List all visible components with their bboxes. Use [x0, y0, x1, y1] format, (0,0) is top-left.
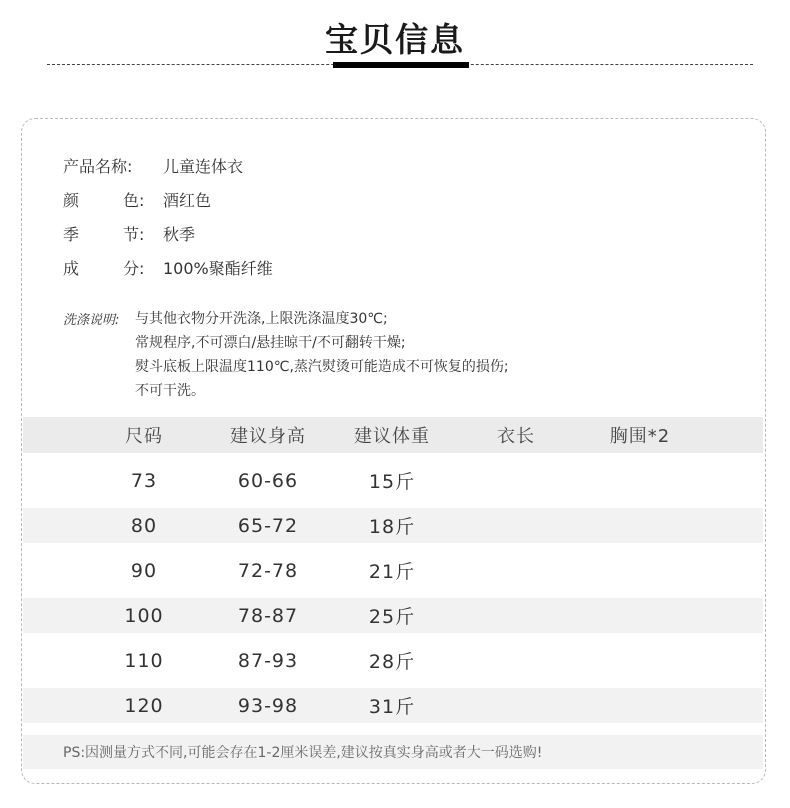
table-cell: 18斤 [368, 516, 416, 538]
table-row [23, 508, 763, 543]
ps-note: PS:因测量方式不同,可能会存在1-2厘米误差,建议按真实身高或者大一码选购! [23, 735, 763, 769]
table-cell: 90 [130, 559, 158, 582]
detail-value: 100%聚酯纤维 [163, 258, 273, 278]
detail-label-suffix: 节: [123, 224, 145, 244]
table-cell: 31斤 [368, 696, 416, 718]
detail-value: 儿童连体衣 [163, 156, 244, 176]
detail-label-suffix: 色: [123, 190, 145, 210]
table-cell: 21斤 [368, 561, 416, 583]
table-cell: 110 [124, 649, 164, 672]
detail-row-color [63, 182, 273, 216]
table-row [23, 688, 763, 723]
page-title: 宝贝信息 [325, 20, 465, 59]
detail-label: 季 [63, 224, 80, 244]
wash-line: 不可干洗。 [135, 383, 205, 399]
table-header-cell: 尺码 [125, 426, 163, 447]
table-header-cell: 建议身高 [230, 426, 306, 447]
table-cell: 80 [130, 514, 158, 537]
table-row [23, 598, 763, 633]
table-row [23, 633, 763, 688]
product-details [63, 148, 273, 284]
table-header-row [23, 417, 763, 453]
detail-row-material [63, 250, 273, 284]
table-row [23, 543, 763, 598]
detail-value: 酒红色 [163, 190, 212, 210]
detail-label-suffix: 分: [123, 258, 145, 278]
detail-label: 产品名称: [63, 156, 133, 176]
table-cell: 73 [130, 469, 158, 492]
table-cell: 25斤 [368, 606, 416, 628]
table-cell: 28斤 [368, 651, 416, 673]
table-cell: 78-87 [237, 604, 299, 627]
table-cell: 60-66 [237, 469, 299, 492]
size-table [23, 417, 763, 723]
wash-line: 熨斗底板上限温度110℃,蒸汽熨烫可能造成不可恢复的损伤; [135, 359, 509, 375]
table-cell: 93-98 [237, 694, 299, 717]
table-cell: 72-78 [237, 559, 299, 582]
detail-row-season [63, 216, 273, 250]
table-cell: 100 [124, 604, 164, 627]
table-row [23, 453, 763, 508]
wash-line: 常规程序,不可漂白/悬挂晾干/不可翻转干燥; [135, 335, 406, 351]
wash-label: 洗涤说明: [63, 312, 120, 328]
table-header-cell: 建议体重 [354, 426, 430, 447]
wash-instructions [63, 306, 509, 402]
detail-value: 秋季 [163, 224, 196, 244]
detail-label: 成 [63, 258, 80, 278]
table-cell: 120 [124, 694, 164, 717]
table-header-cell: 衣长 [497, 426, 535, 447]
detail-label: 颜 [63, 190, 80, 210]
table-cell: 87-93 [237, 649, 299, 672]
title-underline [333, 62, 469, 68]
table-header-cell: 胸围*2 [609, 426, 671, 447]
table-cell: 15斤 [368, 471, 416, 493]
wash-line: 与其他衣物分开洗涤,上限洗涤温度30℃; [135, 311, 388, 327]
table-cell: 65-72 [237, 514, 299, 537]
detail-row-name [63, 148, 273, 182]
